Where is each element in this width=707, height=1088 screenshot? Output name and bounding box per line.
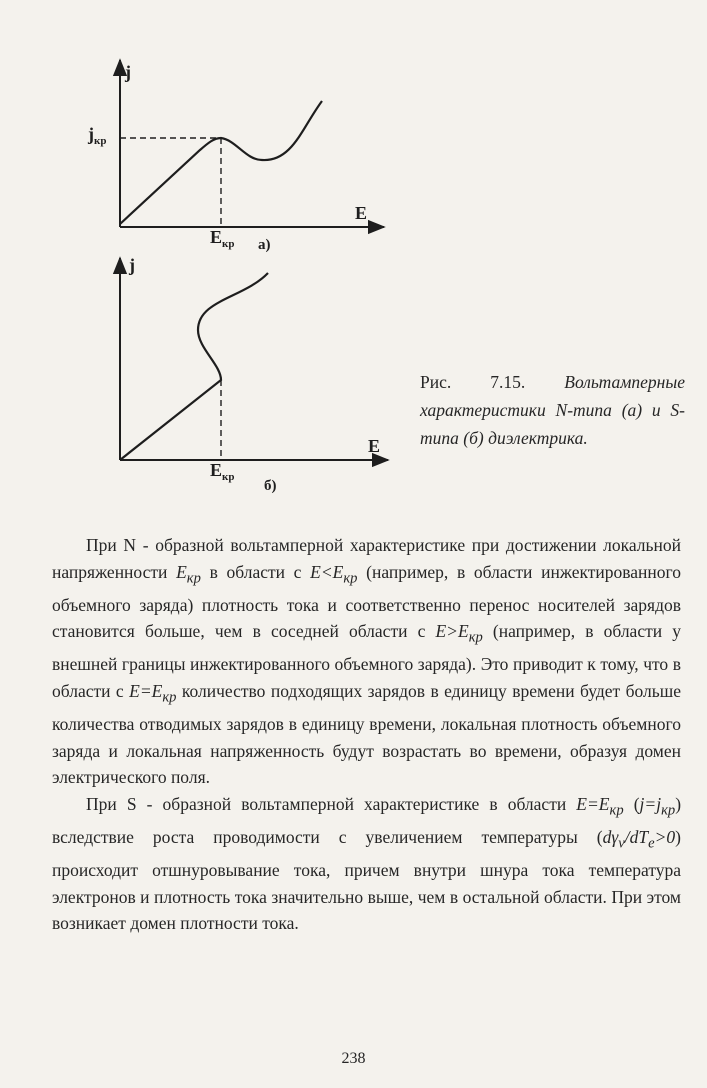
body-text	[52, 532, 681, 937]
panel-b-ecrit-label: $E_{кр}$	[210, 460, 235, 483]
p2-text-1: При S - образной вольтамперной характеристике в области	[86, 793, 577, 814]
p2-math-2: j=j	[639, 793, 662, 814]
caption-text: Вольтамперные характеристики N-типа (а) и S-типа (б) диэлектрика.	[420, 372, 685, 448]
p2-math-3b-sub: e	[648, 835, 655, 852]
p1-math-3: E>E	[435, 621, 469, 642]
p2-math-1: E=E	[576, 793, 610, 814]
p1-text-1: При N - образной вольтамперной характеристике при достижении локальной напряженности	[52, 535, 681, 582]
p1-math-1-sub: кр	[186, 570, 201, 587]
p1-text-4: (например, в области у внешней границы инжектированного объемного заряда). Это приводит к тому, что в области с	[52, 621, 681, 701]
p1-text-2: в области с	[200, 561, 311, 582]
p2-text-4: ) происходит отшнуровывание тока, причем внутри шнура тока температура электронов и плотность тока значительно выше, чем в остальной области. При этом возникает домен плотности тока.	[52, 826, 681, 934]
p2-math-2-sub: кр	[661, 802, 676, 819]
p2-math-1-sub: кр	[609, 802, 624, 819]
caption-number: Рис. 7.15.	[420, 372, 526, 392]
p2-text-3: ) вследствие роста проводимости с увеличением температуры (	[52, 793, 682, 847]
page-number: 238	[341, 1050, 366, 1067]
paragraph-1	[52, 532, 681, 791]
p1-math-1: E	[176, 561, 187, 582]
figure-caption	[420, 368, 685, 452]
panel-b-tag: б)	[264, 478, 277, 494]
p1-text-3: (например, в области инжектированного объемного заряда) плотность тока и соответственно перенос носителей зарядов становится больше, чем в соседней области с	[52, 561, 682, 642]
panel-b-s-curve	[120, 273, 268, 460]
p1-math-4: E=E	[129, 680, 163, 701]
p2-text-2: (	[623, 793, 640, 814]
panel-b-x-label: E	[368, 436, 381, 456]
panel-a-x-label: E	[355, 203, 368, 223]
p1-text-5: количество подходящих зарядов в единицу времени будет больше количества отводимых зарядов в единицу времени, локальная плотность объемного заряда и локальная напряженность будут возрастать во времени, образуя домен электрического поля.	[52, 680, 681, 788]
panel-a-tag: а)	[258, 237, 271, 253]
p1-math-2: E<E	[310, 561, 344, 582]
p2-math-3a: dγ	[602, 826, 619, 847]
p2-math-3b: /dT	[624, 826, 649, 847]
panel-a-jcrit-label: $j_{кр}$	[88, 124, 107, 147]
p2-math-3a-sub: v	[618, 835, 625, 852]
p2-math-3c: >0	[654, 826, 676, 847]
p1-math-4-sub: кр	[162, 689, 177, 706]
panel-a-y-label: j	[125, 62, 131, 82]
panel-a	[87, 60, 384, 253]
panel-b-y-label: j	[129, 255, 135, 275]
p1-math-3-sub: кр	[468, 629, 483, 646]
panel-a-ecrit-label: $E_{кр}$	[210, 227, 235, 250]
p1-math-2-sub: кр	[343, 570, 358, 587]
paragraph-2	[52, 791, 681, 937]
panel-b	[120, 255, 388, 494]
